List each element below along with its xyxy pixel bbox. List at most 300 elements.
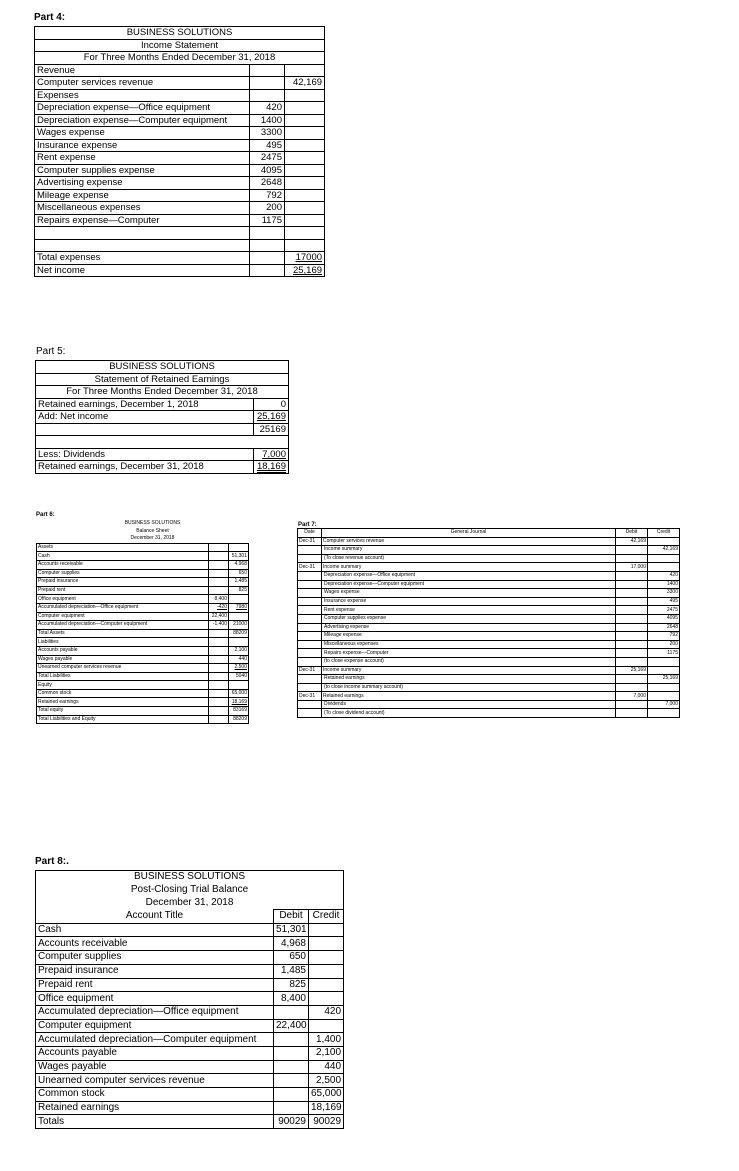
account-title: Common stock <box>36 1088 274 1102</box>
column-b: 18,169 <box>229 698 249 707</box>
balance-sheet-row <box>37 655 269 664</box>
line-label: Total Assets <box>37 629 209 638</box>
column-c <box>249 586 269 595</box>
header-row <box>36 884 344 897</box>
column-c <box>249 629 269 638</box>
balance-sheet-row <box>37 681 269 690</box>
entry-debit <box>616 597 648 606</box>
line-amount: 25169 <box>254 423 289 436</box>
entry-credit <box>648 563 680 572</box>
expense-row <box>35 202 325 215</box>
line-label: Accumulated depreciation—Computer equipment <box>37 621 209 630</box>
balance-sheet-row <box>37 689 269 698</box>
entry-debit <box>616 606 648 615</box>
company-name: BUSINESS SOLUTIONS <box>35 27 325 40</box>
retained-earnings-row <box>36 411 289 424</box>
entry-debit <box>616 580 648 589</box>
entry-description: Wages expense <box>322 589 616 598</box>
line-total <box>285 239 325 252</box>
account-title: Cash <box>36 923 274 937</box>
credit-amount <box>309 951 344 965</box>
company-name: BUSINESS SOLUTIONS <box>36 361 289 374</box>
entry-credit: 25,169 <box>648 675 680 684</box>
company-name: BUSINESS SOLUTIONS <box>36 871 344 884</box>
entry-description: Insurance expense <box>322 597 616 606</box>
header-row <box>37 535 269 543</box>
post-closing-trial-balance <box>35 870 344 1129</box>
debit-amount: 1,485 <box>274 964 309 978</box>
blank-row <box>35 227 325 240</box>
column-a <box>209 629 229 638</box>
column-c <box>249 621 269 630</box>
entry-date <box>298 606 322 615</box>
line-label: Assets <box>37 543 209 552</box>
journal-row <box>298 589 680 598</box>
journal-row <box>298 623 680 632</box>
line-amount: 420 <box>250 102 285 115</box>
column-b <box>229 638 249 647</box>
entry-date <box>298 546 322 555</box>
entry-date <box>298 700 322 709</box>
entry-description: Rent expense <box>322 606 616 615</box>
debit-amount: 8,400 <box>274 992 309 1006</box>
balance-sheet-row <box>37 578 269 587</box>
column-b: 65,000 <box>229 689 249 698</box>
trial-balance-row <box>36 1060 344 1074</box>
line-total <box>285 139 325 152</box>
column-a <box>209 698 229 707</box>
line-amount <box>250 264 285 277</box>
journal-row <box>298 597 680 606</box>
net-income-row <box>35 264 325 277</box>
line-label: Accounts receivable <box>37 560 209 569</box>
trial-balance-row <box>36 1005 344 1019</box>
journal-header: General Journal <box>322 529 616 538</box>
entry-debit <box>616 546 648 555</box>
line-total <box>285 127 325 140</box>
line-amount: 1400 <box>250 114 285 127</box>
entry-date <box>298 571 322 580</box>
expense-row <box>35 139 325 152</box>
credit-amount <box>309 978 344 992</box>
expense-row <box>35 152 325 165</box>
column-b: 83169 <box>229 707 249 716</box>
line-amount <box>250 239 285 252</box>
column-c <box>249 638 269 647</box>
entry-date <box>298 640 322 649</box>
line-amount: 18,169 <box>254 461 289 474</box>
balance-sheet-row <box>37 552 269 561</box>
entry-debit <box>616 632 648 641</box>
column-c <box>249 672 269 681</box>
line-label: Total expenses <box>35 252 250 265</box>
statement-date: December 31, 2018 <box>36 896 344 909</box>
balance-sheet-row <box>37 698 269 707</box>
line-label <box>36 436 254 449</box>
column-b: 88209 <box>229 715 249 724</box>
expense-row <box>35 214 325 227</box>
debit-amount <box>274 1074 309 1088</box>
line-label <box>35 227 250 240</box>
journal-row <box>298 563 680 572</box>
credit-amount <box>309 964 344 978</box>
line-label: Add: Net income <box>36 411 254 424</box>
entry-debit <box>616 640 648 649</box>
line-total <box>285 227 325 240</box>
balance-sheet-row <box>37 560 269 569</box>
entry-description: Income summary <box>322 563 616 572</box>
entry-description: Income summary <box>322 546 616 555</box>
column-a <box>209 689 229 698</box>
line-label: Total Liabilities <box>37 672 209 681</box>
entry-date <box>298 657 322 666</box>
debit-amount <box>274 1033 309 1047</box>
balance-sheet-row <box>37 612 269 621</box>
debit-amount: 51,301 <box>274 923 309 937</box>
journal-header-row <box>298 529 680 538</box>
debit-amount <box>274 1005 309 1019</box>
line-label: Net income <box>35 264 250 277</box>
entry-debit: 7,000 <box>616 692 648 701</box>
entry-description: Retained earnings <box>322 675 616 684</box>
column-a <box>209 681 229 690</box>
debit-amount <box>274 1060 309 1074</box>
entry-date: Dec-31 <box>298 666 322 675</box>
line-amount: 3300 <box>250 127 285 140</box>
column-c <box>249 603 269 612</box>
column-c <box>249 560 269 569</box>
entry-debit: 17,000 <box>616 563 648 572</box>
journal-row <box>298 640 680 649</box>
entry-debit <box>616 554 648 563</box>
column-a: -420 <box>209 603 229 612</box>
column-c <box>249 707 269 716</box>
statement-title: Statement of Retained Earnings <box>36 373 289 386</box>
blank-row <box>36 436 289 449</box>
column-a <box>209 638 229 647</box>
header-row <box>37 528 269 536</box>
column-b: 440 <box>229 655 249 664</box>
line-label: Cash <box>37 552 209 561</box>
column-a <box>209 655 229 664</box>
column-c <box>249 612 269 621</box>
statement-period: For Three Months Ended December 31, 2018 <box>36 386 289 399</box>
line-label: Expenses <box>35 89 250 102</box>
column-b: 5040 <box>229 672 249 681</box>
line-label: Total Liabilities and Equity <box>37 715 209 724</box>
debit-header: Debit <box>616 529 648 538</box>
line-amount <box>250 77 285 90</box>
column-b: 21000 <box>229 621 249 630</box>
entry-description: (To close dividend account) <box>322 709 616 718</box>
column-c <box>249 664 269 673</box>
line-label: Revenue <box>35 64 250 77</box>
date-header: Date <box>298 529 322 538</box>
part8-label: Part 8:. <box>35 856 69 867</box>
trial-balance-row <box>36 978 344 992</box>
account-title: Totals <box>36 1115 274 1129</box>
debit-amount: 90029 <box>274 1115 309 1129</box>
statement-title: Post-Closing Trial Balance <box>36 884 344 897</box>
line-amount: 495 <box>250 139 285 152</box>
account-title: Computer supplies <box>36 951 274 965</box>
debit-amount <box>274 1101 309 1115</box>
retained-earnings-row <box>36 461 289 474</box>
column-c <box>249 578 269 587</box>
column-a <box>209 552 229 561</box>
balance-sheet-row <box>37 646 269 655</box>
entry-date <box>298 589 322 598</box>
line-label: Equity <box>37 681 209 690</box>
journal-row <box>298 683 680 692</box>
entry-description: Depreciation expense—Computer equipment <box>322 580 616 589</box>
column-c <box>249 681 269 690</box>
line-total: 17000 <box>285 252 325 265</box>
column-b: 4,968 <box>229 560 249 569</box>
part7-label: Part 7: <box>298 522 317 528</box>
balance-sheet-row <box>37 621 269 630</box>
entry-date <box>298 632 322 641</box>
journal-row <box>298 606 680 615</box>
line-amount: 2648 <box>250 177 285 190</box>
line-label: Retained earnings, December 1, 2018 <box>36 398 254 411</box>
entry-date: Dec-31 <box>298 537 322 546</box>
column-b: 51,301 <box>229 552 249 561</box>
entry-debit <box>616 623 648 632</box>
entry-date <box>298 623 322 632</box>
line-label: Depreciation expense—Computer equipment <box>35 114 250 127</box>
line-label: Repairs expense—Computer <box>35 214 250 227</box>
line-label: Wages expense <box>35 127 250 140</box>
trial-balance-row <box>36 923 344 937</box>
balance-sheet-row <box>37 586 269 595</box>
line-amount: 4095 <box>250 164 285 177</box>
column-c <box>249 543 269 552</box>
line-label: Unearned computer services revenue <box>37 664 209 673</box>
line-amount <box>250 89 285 102</box>
account-title: Prepaid rent <box>36 978 274 992</box>
line-total <box>285 164 325 177</box>
balance-sheet-row <box>37 629 269 638</box>
debit-amount: 650 <box>274 951 309 965</box>
account-title: Accumulated depreciation—Computer equipment <box>36 1033 274 1047</box>
total-expenses-row <box>35 252 325 265</box>
balance-sheet-row <box>37 603 269 612</box>
statement-date: December 31, 2018 <box>130 535 175 542</box>
column-c <box>249 655 269 664</box>
header-row <box>36 386 289 399</box>
line-amount: 7,000 <box>254 448 289 461</box>
general-journal <box>297 528 680 718</box>
journal-row <box>298 580 680 589</box>
column-a <box>209 586 229 595</box>
entry-credit <box>648 709 680 718</box>
credit-amount: 420 <box>309 1005 344 1019</box>
account-title: Accumulated depreciation—Office equipment <box>36 1005 274 1019</box>
company-name: BUSINESS SOLUTIONS <box>124 520 181 527</box>
entry-date <box>298 614 322 623</box>
line-total <box>285 102 325 115</box>
header-row <box>35 52 325 65</box>
trial-balance-row <box>36 951 344 965</box>
part5-label: Part 5: <box>36 346 66 357</box>
trial-balance-row <box>36 1088 344 1102</box>
entry-description: Repairs expense—Computer <box>322 649 616 658</box>
credit-amount: 90029 <box>309 1115 344 1129</box>
trial-balance-row <box>36 1033 344 1047</box>
entry-credit: 2648 <box>648 623 680 632</box>
line-amount: 0 <box>254 398 289 411</box>
statement-title: Balance Sheet <box>136 527 169 534</box>
trial-balance-row <box>36 964 344 978</box>
journal-row <box>298 546 680 555</box>
blank-row <box>35 239 325 252</box>
entry-credit: 1175 <box>648 649 680 658</box>
trial-balance-row <box>36 1074 344 1088</box>
debit-amount: 825 <box>274 978 309 992</box>
line-amount: 2475 <box>250 152 285 165</box>
entry-description: Mileage expense <box>322 632 616 641</box>
entry-credit: 4095 <box>648 614 680 623</box>
journal-row <box>298 692 680 701</box>
entry-date <box>298 675 322 684</box>
line-amount: 25,169 <box>254 411 289 424</box>
journal-row <box>298 666 680 675</box>
entry-credit: 792 <box>648 632 680 641</box>
balance-sheet-row <box>37 715 269 724</box>
line-total <box>285 152 325 165</box>
journal-row <box>298 657 680 666</box>
entry-description: Computer services revenue <box>322 537 616 546</box>
part4-label: Part 4: <box>34 12 66 23</box>
line-total <box>285 202 325 215</box>
revenue-header-row <box>35 64 325 77</box>
line-amount <box>254 436 289 449</box>
column-c <box>249 595 269 604</box>
account-title: Retained earnings <box>36 1101 274 1115</box>
entry-credit <box>648 657 680 666</box>
revenue-row <box>35 77 325 90</box>
trial-balance-row <box>36 1101 344 1115</box>
header-row <box>35 39 325 52</box>
journal-row <box>298 632 680 641</box>
line-label: Miscellaneous expenses <box>35 202 250 215</box>
credit-amount <box>309 923 344 937</box>
column-b <box>229 595 249 604</box>
line-total: 42,169 <box>285 77 325 90</box>
header-row <box>36 871 344 884</box>
entry-description: Miscellaneous expenses <box>322 640 616 649</box>
entry-debit <box>616 675 648 684</box>
column-b <box>229 543 249 552</box>
entry-debit <box>616 683 648 692</box>
line-label: Insurance expense <box>35 139 250 152</box>
line-amount: 200 <box>250 202 285 215</box>
column-a <box>209 664 229 673</box>
debit-amount <box>274 1088 309 1102</box>
account-title: Unearned computer services revenue <box>36 1074 274 1088</box>
column-c <box>249 689 269 698</box>
column-b: 1,485 <box>229 578 249 587</box>
header-row <box>36 896 344 909</box>
entry-credit: 495 <box>648 597 680 606</box>
entry-credit: 1400 <box>648 580 680 589</box>
entry-description: Depreciation expense—Office equipment <box>322 571 616 580</box>
column-b: 825 <box>229 586 249 595</box>
debit-amount: 22,400 <box>274 1019 309 1033</box>
column-a <box>209 646 229 655</box>
entry-credit <box>648 683 680 692</box>
entry-debit <box>616 649 648 658</box>
column-a: 8,400 <box>209 595 229 604</box>
column-a <box>209 543 229 552</box>
credit-header: Credit <box>309 910 344 924</box>
line-label: Depreciation expense—Office equipment <box>35 102 250 115</box>
column-a <box>209 578 229 587</box>
line-total <box>285 177 325 190</box>
credit-amount <box>309 1019 344 1033</box>
line-label: Prepaid rent <box>37 586 209 595</box>
entry-date <box>298 683 322 692</box>
line-label: Retained earnings, December 31, 2018 <box>36 461 254 474</box>
credit-amount: 2,500 <box>309 1074 344 1088</box>
entry-credit <box>648 537 680 546</box>
column-a <box>209 560 229 569</box>
column-b <box>229 612 249 621</box>
entry-debit <box>616 709 648 718</box>
line-label: Computer services revenue <box>35 77 250 90</box>
entry-debit <box>616 700 648 709</box>
header-row <box>36 373 289 386</box>
retained-earnings-row <box>36 423 289 436</box>
debit-amount: 4,968 <box>274 937 309 951</box>
column-a: -1,400 <box>209 621 229 630</box>
line-label <box>35 239 250 252</box>
header-row <box>36 361 289 374</box>
line-amount: 1175 <box>250 214 285 227</box>
journal-row <box>298 700 680 709</box>
line-label: Accumulated depreciation—Office equipment <box>37 603 209 612</box>
account-title-header: Account Title <box>36 910 274 924</box>
column-c <box>249 552 269 561</box>
line-amount <box>250 227 285 240</box>
line-label: Advertising expense <box>35 177 250 190</box>
expense-row <box>35 164 325 177</box>
credit-amount <box>309 992 344 1006</box>
trial-balance-row <box>36 992 344 1006</box>
balance-sheet <box>36 520 269 724</box>
statement-of-retained-earnings <box>35 360 289 474</box>
account-title: Accounts receivable <box>36 937 274 951</box>
entry-credit <box>648 692 680 701</box>
header-row <box>37 520 269 528</box>
line-amount: 792 <box>250 189 285 202</box>
entry-description: Computer supplies expense <box>322 614 616 623</box>
trial-balance-row <box>36 1115 344 1129</box>
line-total: 25,169 <box>285 264 325 277</box>
expense-row <box>35 189 325 202</box>
entry-date <box>298 554 322 563</box>
retained-earnings-row <box>36 398 289 411</box>
column-a <box>209 569 229 578</box>
line-label: Computer supplies expense <box>35 164 250 177</box>
line-label: Accounts payable <box>37 646 209 655</box>
line-label: Wages payable <box>37 655 209 664</box>
column-a <box>209 707 229 716</box>
entry-description: Dividends <box>322 700 616 709</box>
line-total <box>285 114 325 127</box>
trial-balance-row <box>36 1046 344 1060</box>
